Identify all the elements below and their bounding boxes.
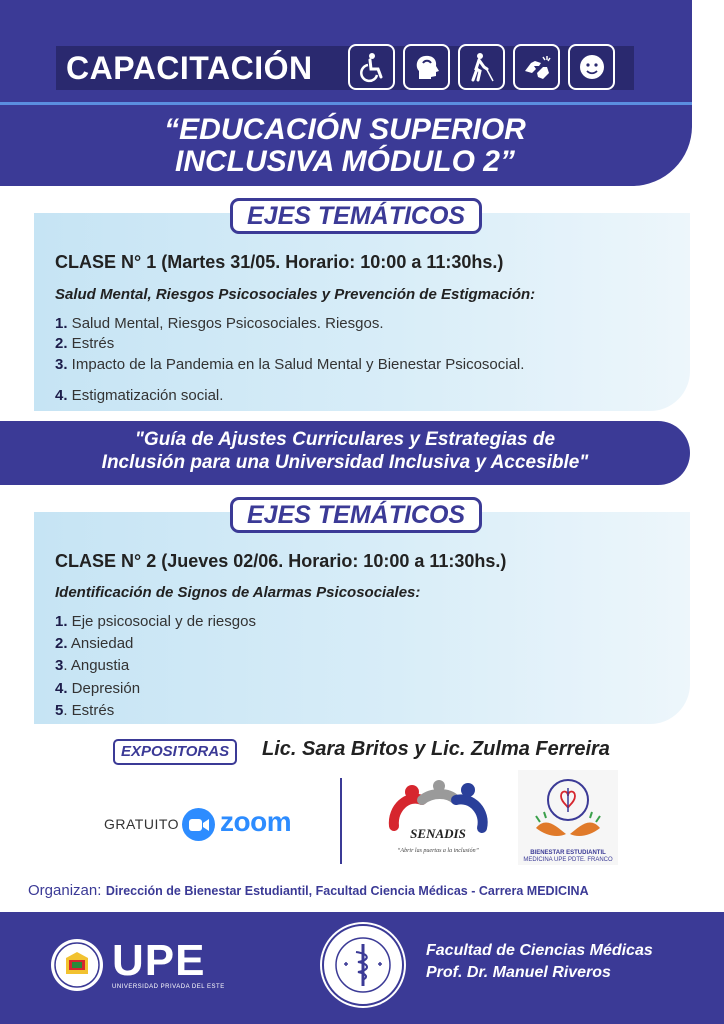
- main-title-line1: “EDUCACIÓN SUPERIOR: [164, 113, 526, 146]
- list-item: 2. Ansiedad: [55, 635, 134, 652]
- head-profile-icon: [403, 44, 450, 90]
- list-item: 1. Eje psicosocial y de riesgos: [55, 613, 256, 630]
- header-divider: [0, 102, 692, 105]
- upe-seal-icon: [50, 938, 104, 992]
- main-title-line2: INCLUSIVA MÓDULO 2”: [174, 145, 515, 178]
- list-item: 4. Estigmatización social.: [55, 387, 224, 404]
- upe-logo-text: UPE: [112, 936, 206, 985]
- section1-badge: EJES TEMÁTICOS: [230, 198, 482, 234]
- zoom-logo: zoom: [220, 806, 292, 837]
- list-item: 5. Estrés: [55, 702, 115, 719]
- senadis-logo: [378, 778, 498, 860]
- bienestar-caption: BIENESTAR ESTUDIANTIL MEDICINA UPE PDTE. FRANCO: [523, 850, 613, 863]
- logo-divider: [340, 778, 342, 864]
- faculty-seal-icon: [318, 920, 408, 1010]
- gratuito-label: GRATUITO: [104, 816, 180, 832]
- zoom-camera-icon: [182, 808, 215, 841]
- list-item: 3. Angustia: [55, 657, 130, 674]
- blind-person-icon: [458, 44, 505, 90]
- senadis-slogan: “Abrir las puertas a la inclusión”: [397, 848, 479, 854]
- faculty-name: Facultad de Ciencias Médicas Prof. Dr. Manuel Riveros: [426, 942, 653, 981]
- section2-subtitle: Identificación de Signos de Alarmas Psicosociales:: [55, 584, 421, 601]
- organizan-label: Organizan:: [28, 882, 102, 899]
- list-item: 3. Impacto de la Pandemia en la Salud Mental y Bienestar Psicosocial.: [55, 356, 525, 373]
- list-item: 1. Salud Mental, Riesgos Psicosociales. Riesgos.: [55, 315, 384, 332]
- upe-subtitle: UNIVERSIDAD PRIVADA DEL ESTE: [112, 984, 225, 990]
- section2-clase: CLASE N° 2 (Jueves 02/06. Horario: 10:00 a 11:30hs.): [55, 551, 507, 571]
- face-icon: [568, 44, 615, 90]
- organizan-line: [28, 882, 589, 900]
- guide-title: "Guía de Ajustes Curriculares y Estrategias de Inclusión para una Universidad Inclusiva y Accesible": [101, 429, 589, 473]
- main-title: [40, 114, 650, 178]
- section1-panel: [34, 213, 690, 411]
- section1-clase: CLASE N° 1 (Martes 31/05. Horario: 10:00 a 11:30hs.): [55, 252, 504, 272]
- section2-badge: EJES TEMÁTICOS: [230, 497, 482, 533]
- expositoras-names: Lic. Sara Britos y Lic. Zulma Ferreira: [262, 738, 610, 760]
- accessibility-icons: [348, 44, 615, 90]
- bienestar-logo: [518, 770, 618, 865]
- expositoras-label: EXPOSITORAS: [113, 739, 237, 765]
- capacitacion-title: CAPACITACIÓN: [66, 50, 313, 86]
- section1-subtitle: Salud Mental, Riesgos Psicosociales y Prevención de Estigmación:: [55, 286, 536, 303]
- sign-language-icon: [513, 44, 560, 90]
- list-item: 4. Depresión: [55, 680, 141, 697]
- wheelchair-icon: [348, 44, 395, 90]
- organizan-text: Dirección de Bienestar Estudiantil, Facultad Ciencia Médicas - Carrera MEDICINA: [105, 884, 589, 898]
- senadis-name: SENADIS: [410, 826, 466, 841]
- list-item: 2. Estrés: [55, 335, 115, 352]
